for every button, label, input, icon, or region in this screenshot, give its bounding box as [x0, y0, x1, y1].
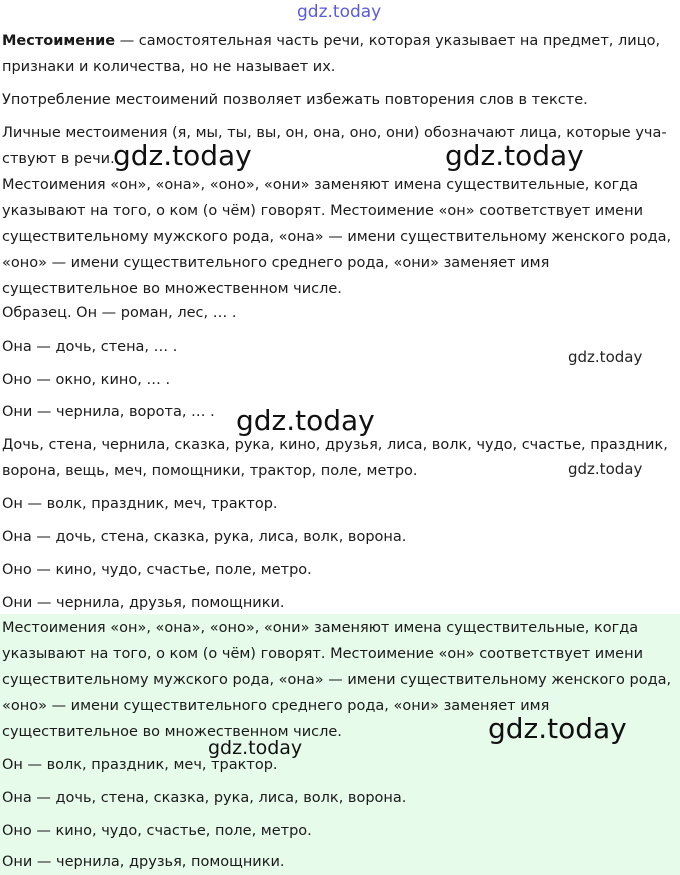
watermark-top: gdz.today — [297, 2, 382, 22]
sample-line: Образец. Он — роман, лес, … . — [2, 305, 237, 321]
answer-line: Она — дочь, стена, сказка, рука, лиса, волк, ворона. — [2, 529, 407, 545]
rule-line: «оно» — имени существительного среднего рода, «они» заменяет имя — [2, 255, 550, 271]
answer2-rule-line: существительному мужского рода, «она» — имени существительному женского рода, — [2, 672, 672, 688]
watermark: gdz.today — [208, 737, 303, 759]
personal-line-2: ствуют в речи. — [2, 151, 115, 167]
watermark: gdz.today — [568, 348, 643, 366]
watermark: gdz.today — [113, 139, 252, 172]
words-line: ворона, вещь, меч, помощники, трактор, поле, метро. — [2, 463, 418, 479]
answer2-line: Оно — кино, чудо, счастье, поле, метро. — [2, 823, 312, 839]
answer2-rule-line: Местоимения «он», «она», «оно», «они» заменяют имена существительные, когда — [2, 620, 639, 636]
rule-line: Местоимения «он», «она», «оно», «они» заменяют имена существительные, когда — [2, 177, 639, 193]
answer2-rule-line: указывают на того, о ком (о чём) говорят. Местоимение «он» соответствует имени — [2, 646, 643, 662]
answer-line: Оно — кино, чудо, счастье, поле, метро. — [2, 562, 312, 578]
definition-line-2: признаки и количества, но не называет их. — [2, 59, 336, 75]
rule-line: существительному мужского рода, «она» — имени существительному женского рода, — [2, 229, 672, 245]
sample-line: Оно — окно, кино, … . — [2, 372, 171, 388]
watermark: gdz.today — [488, 712, 627, 745]
personal-line-1: Личные местоимения (я, мы, ты, вы, он, она, оно, они) обозначают лица, которые уча- — [2, 125, 667, 141]
answer2-line: Они — чернила, друзья, помощники. — [2, 854, 285, 870]
answer2-line: Он — волк, праздник, меч, трактор. — [2, 757, 278, 773]
watermark: gdz.today — [236, 404, 375, 437]
sample-line: Они — чернила, ворота, … . — [2, 404, 215, 420]
sample-line: Она — дочь, стена, … . — [2, 339, 178, 355]
answer-line: Он — волк, праздник, меч, трактор. — [2, 496, 278, 512]
watermark: gdz.today — [445, 139, 584, 172]
definition-line-1 — [2, 28, 660, 54]
watermark: gdz.today — [568, 460, 643, 478]
usage-text: Употребление местоимений позволяет избежать повторения слов в тексте. — [2, 92, 588, 108]
answer2-line: Она — дочь, стена, сказка, рука, лиса, волк, ворона. — [2, 790, 407, 806]
answer2-rule-line: «оно» — имени существительного среднего рода, «они» заменяет имя — [2, 698, 550, 714]
definition-term: Местоимение — [2, 33, 116, 49]
answer2-rule-line: существительное во множественном числе. — [2, 724, 342, 740]
answer-line: Они — чернила, друзья, помощники. — [2, 595, 285, 611]
definition-rest: — самостоятельная часть речи, которая указывает на предмет, лицо, — [115, 33, 661, 49]
rule-line: существительное во множественном числе. — [2, 281, 342, 297]
rule-line: указывают на того, о ком (о чём) говорят. Местоимение «он» соответствует имени — [2, 203, 643, 219]
words-line: Дочь, стена, чернила, сказка, рука, кино, друзья, лиса, волк, чудо, счастье, праздник, — [2, 437, 668, 453]
